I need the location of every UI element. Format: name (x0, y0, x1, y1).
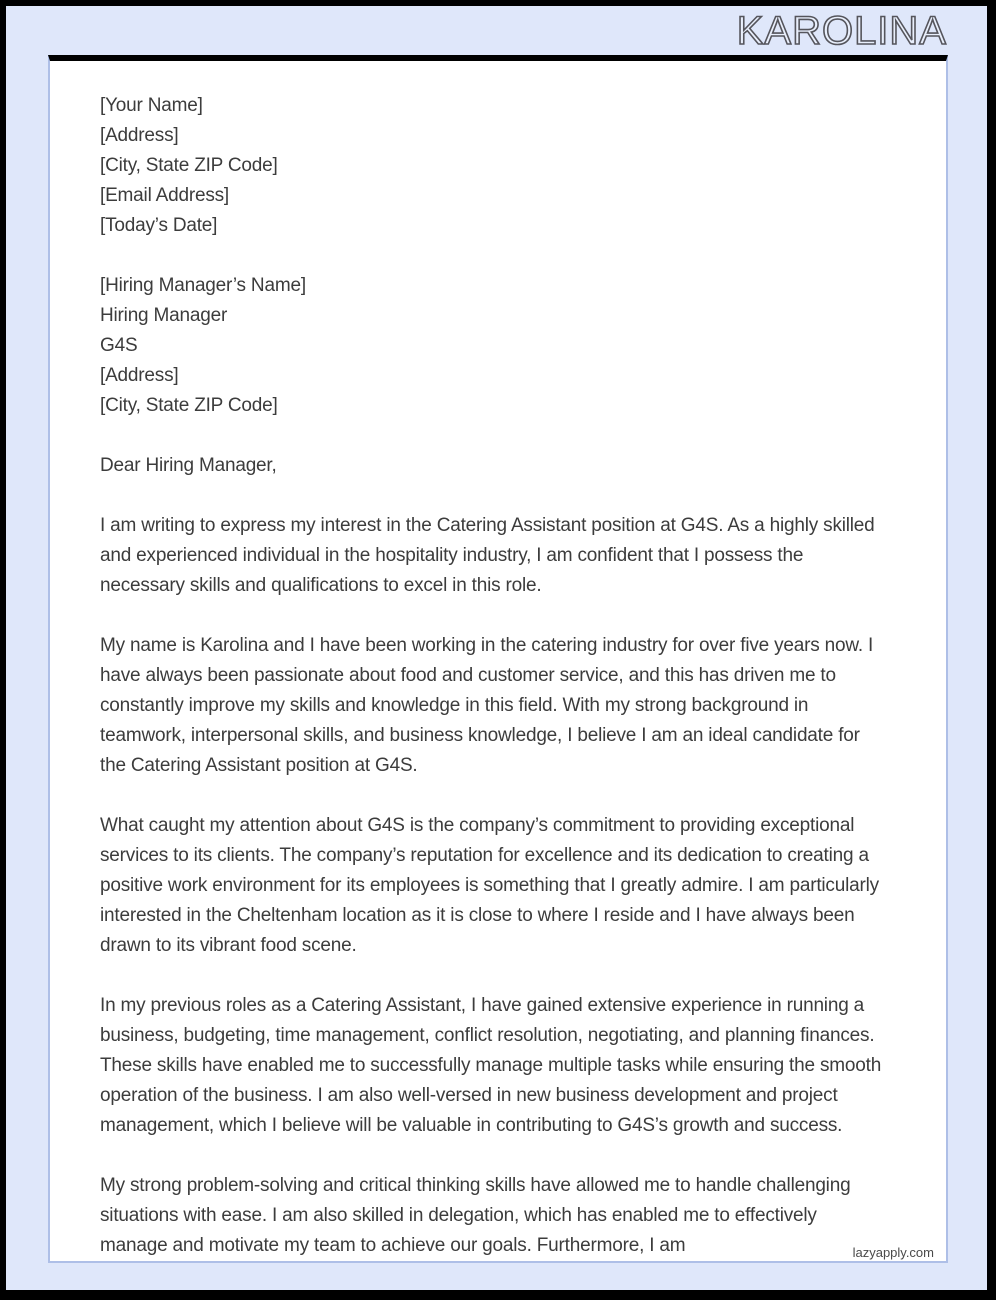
recipient-address-line: [City, State ZIP Code] (100, 395, 278, 416)
watermark-text: lazyapply.com (852, 1245, 934, 1260)
letter-paragraph: My name is Karolina and I have been working in the catering industry for over five years now. I have always been passionate about food and customer service, and this has driven me to constantly improve my skills and knowledge in this field. With my strong background in teamwork, interpersonal skills, and business knowledge, I believe I am an ideal candidate for the Catering Assistant position at G4S. (100, 635, 874, 776)
sender-address-line: [Email Address] (100, 185, 229, 206)
letter-body (100, 511, 888, 1261)
recipient-address-block (100, 271, 888, 421)
recipient-address-line: [Hiring Manager’s Name] (100, 275, 306, 296)
sender-address-line: [Your Name] (100, 95, 203, 116)
sender-address-line: [City, State ZIP Code] (100, 155, 278, 176)
letter-content (50, 61, 946, 1261)
letter-page (48, 55, 948, 1263)
letter-paragraph: In my previous roles as a Catering Assistant, I have gained extensive experience in running a business, budgeting, time management, conflict resolution, negotiating, and planning finances. These skills have enabled me to successfully manage multiple tasks while ensuring the smooth operation of the business. I am also well-versed in new business development and project management, which I believe will be valuable in contributing to G4S’s growth and success. (100, 995, 882, 1136)
recipient-address-line: [Address] (100, 365, 179, 386)
letter-paragraph: What caught my attention about G4S is the company’s commitment to providing exceptional services to its clients. The company’s reputation for excellence and its dedication to creating a positive work environment for its employees is something that I greatly admire. I am particularly interested in the Cheltenham location as it is close to where I reside and I have always been drawn to its vibrant food scene. (100, 815, 879, 956)
letter-paragraph: My strong problem-solving and critical thinking skills have allowed me to handle challenging situations with ease. I am also skilled in delegation, which has enabled me to effectively manage and motivate my team to achieve our goals. Furthermore, I am (100, 1175, 851, 1256)
recipient-address-line: Hiring Manager (100, 305, 228, 326)
sender-address-line: [Today’s Date] (100, 215, 218, 236)
brand-logo: KAROLINA (736, 9, 947, 53)
sender-address-line: [Address] (100, 125, 179, 146)
sender-address-block (100, 91, 888, 241)
letter-paragraph: I am writing to express my interest in the Catering Assistant position at G4S. As a highly skilled and experienced individual in the hospitality industry, I am confident that I possess the necessary skills and qualifications to excel in this role. (100, 515, 875, 596)
salutation: Dear Hiring Manager, (100, 455, 277, 476)
recipient-address-line: G4S (100, 335, 138, 356)
